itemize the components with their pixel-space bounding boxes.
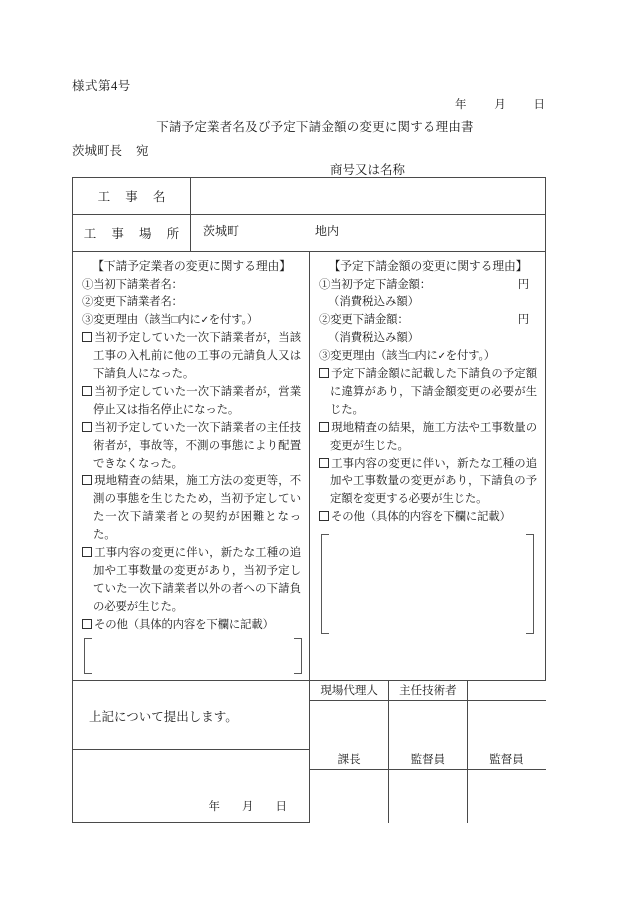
right-reason-column xyxy=(310,252,546,681)
submit-signature-header-row xyxy=(310,681,546,701)
submit-role-1: 現場代理人 xyxy=(310,681,389,701)
approval-role-2: 監督員 xyxy=(389,750,467,770)
header-date-month: 月 xyxy=(494,99,506,111)
work-name-label: 工 事 名 xyxy=(73,178,191,215)
approval-role-3: 監督員 xyxy=(467,750,545,770)
header-date-line xyxy=(455,96,545,112)
checkbox-icon[interactable] xyxy=(319,511,329,521)
main-form-table xyxy=(72,177,546,823)
submit-signature-table xyxy=(310,681,546,750)
left-item-1: ①当初下請業者名： xyxy=(82,278,183,291)
checkbox-icon[interactable] xyxy=(82,475,92,485)
submit-signature-field-3[interactable] xyxy=(467,700,545,750)
right-item-3: ③変更理由（該当□内に✓を付す。） xyxy=(319,350,496,363)
checkbox-icon[interactable] xyxy=(82,332,92,342)
left-free-text-area[interactable] xyxy=(84,638,302,674)
approval-date-day: 日 xyxy=(275,801,287,814)
approval-date-month: 月 xyxy=(242,801,254,814)
approval-signature-field-3[interactable] xyxy=(467,769,545,823)
submit-statement: 上記について提出します。 xyxy=(73,680,310,750)
checkbox-icon[interactable] xyxy=(319,368,329,378)
submit-signature-field-2[interactable] xyxy=(389,700,467,750)
approval-date-year: 年 xyxy=(208,801,220,814)
submit-signature-field-1[interactable] xyxy=(310,700,389,750)
left-item-3: ③変更理由（該当□内に✓を付す。） xyxy=(82,314,259,327)
left-checkbox-1[interactable]: 当初予定していた一次下請業者が，当該工事の入札前に他の工事の元請負人又は下請負人になった。 xyxy=(82,330,301,384)
right-item-1-unit: 円 xyxy=(517,278,529,291)
left-item-2: ②変更下請業者名： xyxy=(82,296,183,309)
right-item-2: ②変更下請金額： 円 xyxy=(319,312,537,330)
right-item-1: ①当初予定下請金額： 円 xyxy=(319,277,537,295)
left-checkbox-6-other[interactable]: その他（具体的内容を下欄に記載） xyxy=(82,617,301,635)
approval-signature-grid-cell xyxy=(310,750,546,823)
right-checkbox-4-other[interactable]: その他（具体的内容を下欄に記載） xyxy=(319,509,537,527)
submit-role-2: 主任技術者 xyxy=(389,681,467,701)
checkbox-icon[interactable] xyxy=(82,386,92,396)
submit-signature-blank-row xyxy=(310,700,546,750)
table-row-submit-names xyxy=(73,680,546,750)
left-checkbox-5[interactable]: 工事内容の変更に伴い，新たな工種の追加や工事数量の変更があり，当初予定していた一次下請業者以外の者への下請負の必要が生じた。 xyxy=(82,545,301,617)
right-checkbox-1[interactable]: 予定下請金額に記載した下請負の予定額に違算があり，下請金額変更の必要が生じた。 xyxy=(319,366,537,420)
right-free-text-area[interactable] xyxy=(321,534,534,634)
table-row-reasons xyxy=(73,252,546,681)
document-title: 下請予定業者名及び予定下請金額の変更に関する理由書 xyxy=(156,120,474,134)
approval-signature-field-1[interactable] xyxy=(310,769,389,823)
submit-signature-grid-cell xyxy=(310,680,546,750)
table-row-work-place xyxy=(73,215,546,252)
addressee-name: 茨城町長 xyxy=(72,144,123,158)
check-mark-icon: ✓ xyxy=(200,315,209,327)
company-name-label: 商号又は名称 xyxy=(330,163,406,177)
approval-date-line[interactable] xyxy=(73,750,310,823)
header-date-day: 日 xyxy=(533,99,545,111)
checkbox-icon[interactable] xyxy=(319,422,329,432)
addressee xyxy=(72,141,149,159)
right-checkbox-2[interactable]: 現地精査の結果，施工方法や工事数量の変更が生じた。 xyxy=(319,420,537,456)
left-column-heading: 【下請予定業者の変更に関する理由】 xyxy=(92,259,291,273)
right-item-1-note: （消費税込み額） xyxy=(328,296,420,309)
approval-signature-header-row xyxy=(310,750,546,770)
table-row-approval xyxy=(73,750,546,823)
approval-role-1: 課長 xyxy=(310,750,389,770)
work-name-field[interactable] xyxy=(191,178,546,215)
left-checkbox-2[interactable]: 当初予定していた一次下請業者が，営業停止又は指名停止になった。 xyxy=(82,384,301,420)
approval-signature-table xyxy=(310,750,546,823)
work-place-label: 工 事 場 所 xyxy=(73,215,191,252)
table-row-work-name xyxy=(73,178,546,215)
right-checkbox-3[interactable]: 工事内容の変更に伴い，新たな工種の追加や工事数量の変更があり，下請負の予定額を変更する必要が生じた。 xyxy=(319,456,537,510)
work-place-town: 茨城町 xyxy=(203,224,240,238)
work-place-area: 地内 xyxy=(315,224,340,238)
right-item-2-unit: 円 xyxy=(517,314,529,327)
work-place-field[interactable] xyxy=(191,215,546,252)
submit-role-3 xyxy=(467,681,545,701)
checkbox-icon[interactable] xyxy=(319,458,329,468)
left-checkbox-4[interactable]: 現地精査の結果，施工方法の変更等，不測の事態を生じたため，当初予定していた一次下請業者との契約が困難となった。 xyxy=(82,473,301,545)
checkbox-icon[interactable] xyxy=(82,547,92,557)
left-checkbox-3[interactable]: 当初予定していた一次下請業者の主任技術者が，事故等，不測の事態により配置できなくなった。 xyxy=(82,420,301,474)
right-item-2-note: （消費税込み額） xyxy=(328,332,420,345)
approval-signature-field-2[interactable] xyxy=(389,769,467,823)
right-column-heading: 【予定下請金額の変更に関する理由】 xyxy=(328,259,528,273)
check-mark-icon: ✓ xyxy=(437,351,446,363)
checkbox-icon[interactable] xyxy=(82,619,92,629)
left-reason-column xyxy=(73,252,310,681)
checkbox-icon[interactable] xyxy=(82,422,92,432)
addressee-suffix: 宛 xyxy=(136,144,149,158)
header-date-year: 年 xyxy=(455,99,467,111)
approval-signature-blank-row xyxy=(310,769,546,823)
form-number: 様式第4号 xyxy=(72,79,131,93)
